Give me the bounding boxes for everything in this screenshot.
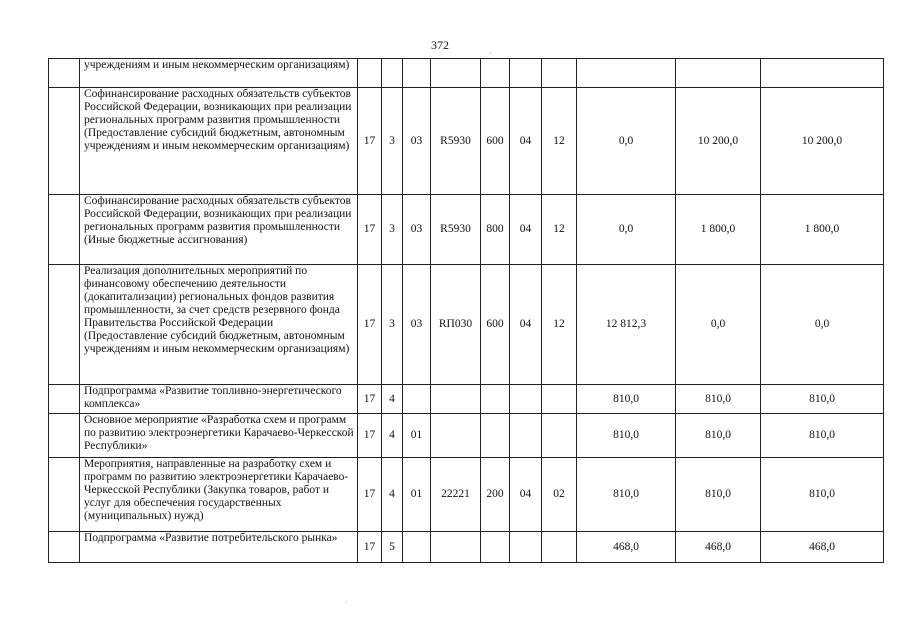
table-row [49,195,884,265]
code-cell: 4 [382,458,403,532]
code-cell: 17 [358,458,382,532]
code-cell [481,59,510,88]
table-row [49,265,884,385]
code-cell [510,59,542,88]
code-cell [403,59,431,88]
amount-cell: 0,0 [676,265,761,385]
code-cell [510,414,542,458]
amount-cell: 468,0 [577,532,676,563]
code-cell: 3 [382,265,403,385]
row-index-cell [49,532,80,563]
code-cell: 03 [403,265,431,385]
amount-cell [676,59,761,88]
code-cell [481,414,510,458]
code-cell: 03 [403,88,431,195]
table-row [49,414,884,458]
code-cell: 12 [542,265,577,385]
code-cell [403,385,431,414]
code-cell [542,385,577,414]
code-cell: 22221 [431,458,481,532]
table-row [49,59,884,88]
row-index-cell [49,88,80,195]
code-cell: 04 [510,88,542,195]
expenditure-name: Реализация дополнительных мероприятий по финансовому обеспечению деятельности (докапитализации) региональных фондов развития промышленности, за счет средств резервного фонда Правительства Российской Федерации (Предоставление субсидий бюджетным, автономным учреждениям и иным некоммерческим организациям) [80,265,358,385]
amount-cell: 810,0 [577,385,676,414]
expenditure-name: Софинансирование расходных обязательств субъектов Российской Федерации, возникающих при реализации региональных программ развития промышленности (Предоставление субсидий бюджетным, автономным учреждениям и иным некоммерческим организациям) [80,88,358,195]
code-cell: R5930 [431,195,481,265]
code-cell [510,532,542,563]
amount-cell: 0,0 [761,265,884,385]
code-cell [431,59,481,88]
code-cell: 4 [382,414,403,458]
amount-cell: 468,0 [676,532,761,563]
row-index-cell [49,195,80,265]
table-row [49,385,884,414]
code-cell: 02 [542,458,577,532]
amount-cell: 1 800,0 [761,195,884,265]
code-cell [481,385,510,414]
amount-cell: 810,0 [577,414,676,458]
code-cell: 12 [542,195,577,265]
row-index-cell [49,385,80,414]
amount-cell: 468,0 [761,532,884,563]
code-cell: 4 [382,385,403,414]
code-cell [403,532,431,563]
row-index-cell [49,265,80,385]
amount-cell: 0,0 [577,195,676,265]
code-cell: 17 [358,88,382,195]
code-cell [431,532,481,563]
code-cell [481,532,510,563]
amount-cell: 10 200,0 [676,88,761,195]
code-cell: 3 [382,88,403,195]
code-cell: 3 [382,195,403,265]
code-cell: 17 [358,265,382,385]
code-cell: 5 [382,532,403,563]
code-cell: 800 [481,195,510,265]
code-cell [431,385,481,414]
expenditure-name: Софинансирование расходных обязательств субъектов Российской Федерации, возникающих при реализации региональных программ развития промышленности (Иные бюджетные ассигнования) [80,195,358,265]
code-cell [382,59,403,88]
amount-cell [577,59,676,88]
row-index-cell [49,59,80,88]
amount-cell: 1 800,0 [676,195,761,265]
amount-cell: 810,0 [761,414,884,458]
code-cell [542,414,577,458]
row-index-cell [49,458,80,532]
code-cell [542,532,577,563]
page-number: 372 [431,38,449,52]
code-cell: 04 [510,195,542,265]
table-row [49,458,884,532]
expenditure-name: Основное мероприятие «Разработка схем и программ по развитию электроэнергетики Карачаево-Черкесской Республики» [80,414,358,458]
row-index-cell [49,414,80,458]
code-cell [510,385,542,414]
code-cell: 12 [542,88,577,195]
amount-cell: 0,0 [577,88,676,195]
code-cell: RП030 [431,265,481,385]
code-cell: 01 [403,458,431,532]
amount-cell: 810,0 [676,458,761,532]
code-cell: 03 [403,195,431,265]
code-cell [358,59,382,88]
expenditure-name: Мероприятия, направленные на разработку схем и программ по развитию электроэнергетики Карачаево-Черкесской Республики (Закупка товаров, работ и услуг для обеспечения государственных (муниципальных) нужд) [80,458,358,532]
code-cell: 04 [510,265,542,385]
expenditure-name: учреждениям и иным некоммерческим организациям) [80,59,358,88]
amount-cell: 810,0 [761,385,884,414]
code-cell: 17 [358,385,382,414]
amount-cell: 810,0 [676,385,761,414]
code-cell: 04 [510,458,542,532]
amount-cell: 12 812,3 [577,265,676,385]
code-cell: 17 [358,414,382,458]
scan-mark: · [489,48,492,58]
expenditure-name: Подпрограмма «Развитие топливно-энергетического комплекса» [80,385,358,414]
code-cell: 600 [481,265,510,385]
scan-mark: · [345,597,348,607]
amount-cell: 810,0 [577,458,676,532]
code-cell: R5930 [431,88,481,195]
code-cell: 200 [481,458,510,532]
code-cell [431,414,481,458]
budget-table [48,58,884,563]
code-cell: 17 [358,532,382,563]
expenditure-name: Подпрограмма «Развитие потребительского рынка» [80,532,358,563]
code-cell: 01 [403,414,431,458]
code-cell: 17 [358,195,382,265]
code-cell: 600 [481,88,510,195]
table-row [49,88,884,195]
code-cell [542,59,577,88]
amount-cell: 810,0 [761,458,884,532]
amount-cell: 10 200,0 [761,88,884,195]
amount-cell: 810,0 [676,414,761,458]
amount-cell [761,59,884,88]
table-row [49,532,884,563]
